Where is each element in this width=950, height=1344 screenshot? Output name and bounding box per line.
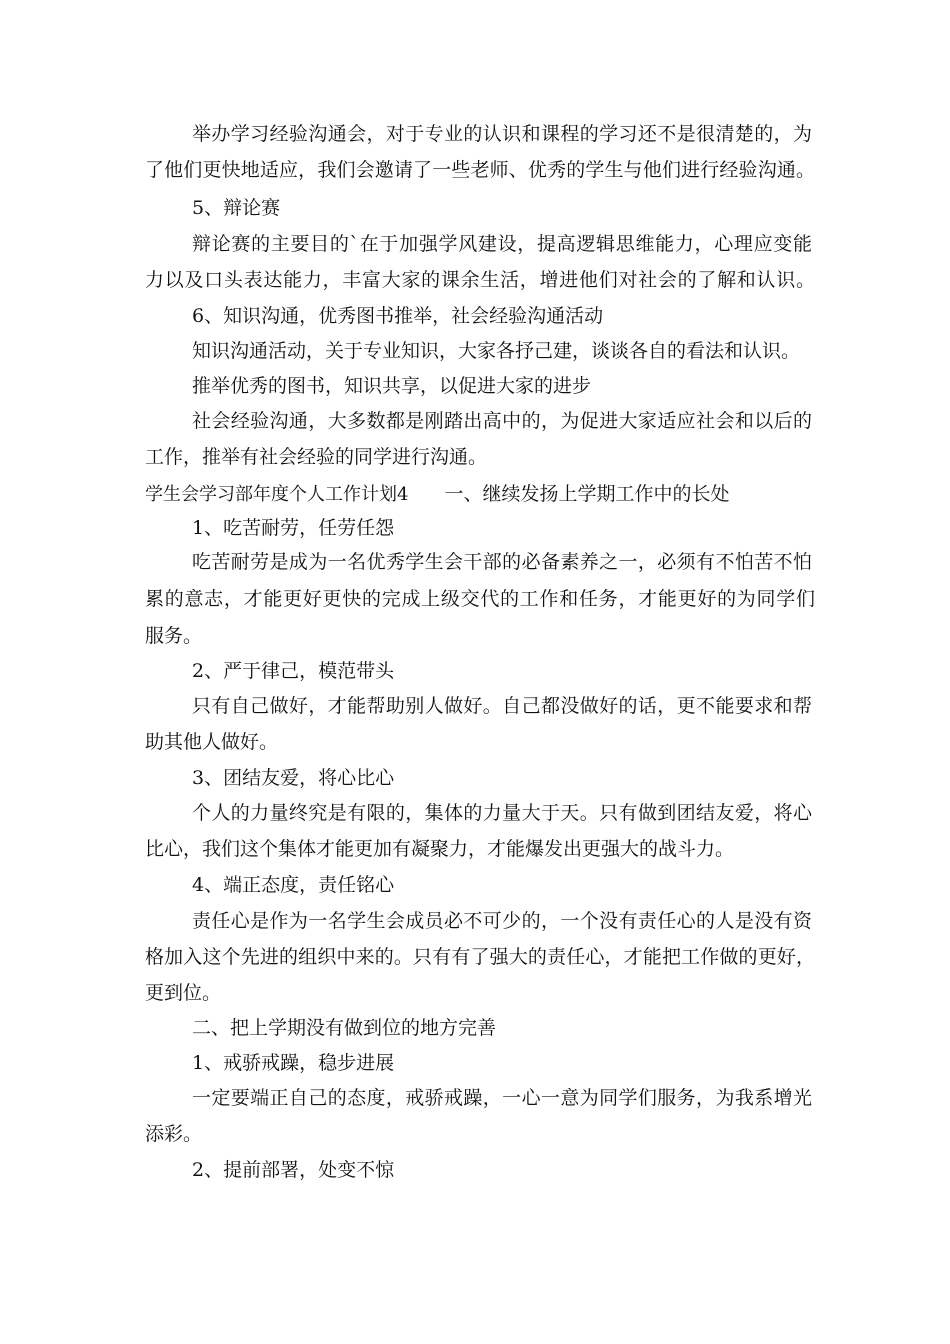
title-row — [145, 482, 729, 507]
list-heading: 3、团结友爱，将心比心 — [192, 767, 395, 789]
paragraph-line: 社会经验沟通，大多数都是刚踏出高中的，为促进大家适应社会和以后的 — [192, 410, 812, 432]
paragraph-line: 工作，推举有社会经验的同学进行沟通。 — [145, 446, 488, 468]
paragraph-line: 更到位。 — [145, 982, 222, 1004]
paragraph-line: 累的意志，才能更好更快的完成上级交代的工作和任务，才能更好的为同学们 — [145, 588, 815, 610]
section-heading: 一、继续发扬上学期工作中的长处 — [444, 483, 730, 505]
section-heading: 二、把上学期没有做到位的地方完善 — [192, 1017, 497, 1039]
paragraph-line: 添彩。 — [145, 1123, 203, 1145]
paragraph-line: 个人的力量终究是有限的，集体的力量大于天。只有做到团结友爱，将心 — [192, 802, 812, 824]
list-heading: 2、提前部署，处变不惊 — [192, 1159, 395, 1181]
list-heading: 1、吃苦耐劳，任劳任怨 — [192, 517, 395, 539]
paragraph-line: 一定要端正自己的态度，戒骄戒躁，一心一意为同学们服务，为我系增光 — [192, 1087, 812, 1109]
paragraph-line: 吃苦耐劳是成为一名优秀学生会干部的必备素养之一，必须有不怕苦不怕 — [192, 551, 812, 573]
list-heading: 6、知识沟通，优秀图书推举，社会经验沟通活动 — [192, 305, 604, 327]
paragraph-line: 责任心是作为一名学生会成员必不可少的，一个没有责任心的人是没有资 — [192, 910, 812, 932]
paragraph-line: 推举优秀的图书，知识共享，以促进大家的进步 — [192, 375, 592, 397]
paragraph-line: 知识沟通活动，关于专业知识，大家各抒己建，谈谈各自的看法和认识。 — [192, 340, 801, 362]
document-title: 学生会学习部年度个人工作计划4 — [145, 484, 409, 505]
paragraph-line: 服务。 — [145, 625, 203, 647]
paragraph-line: 格加入这个先进的组织中来的。只有有了强大的责任心，才能把工作做的更好， — [145, 946, 815, 968]
list-heading: 2、严于律己，模范带头 — [192, 660, 395, 682]
paragraph-line: 举办学习经验沟通会，对于专业的认识和课程的学习还不是很清楚的，为 — [192, 123, 812, 145]
paragraph-line: 比心，我们这个集体才能更加有凝聚力，才能爆发出更强大的战斗力。 — [145, 838, 735, 860]
paragraph-line: 助其他人做好。 — [145, 731, 279, 753]
paragraph-line: 力以及口头表达能力，丰富大家的课余生活，增进他们对社会的了解和认识。 — [145, 269, 815, 291]
list-heading: 4、端正态度，责任铭心 — [192, 874, 395, 896]
paragraph-line: 只有自己做好，才能帮助别人做好。自己都没做好的话，更不能要求和帮 — [192, 695, 812, 717]
list-heading: 1、戒骄戒躁，稳步进展 — [192, 1052, 395, 1074]
paragraph-line: 了他们更快地适应，我们会邀请了一些老师、优秀的学生与他们进行经验沟通。 — [145, 159, 815, 181]
list-heading: 5、辩论赛 — [192, 197, 281, 219]
paragraph-line: 辩论赛的主要目的`在于加强学风建设，提高逻辑思维能力，心理应变能 — [192, 233, 812, 255]
